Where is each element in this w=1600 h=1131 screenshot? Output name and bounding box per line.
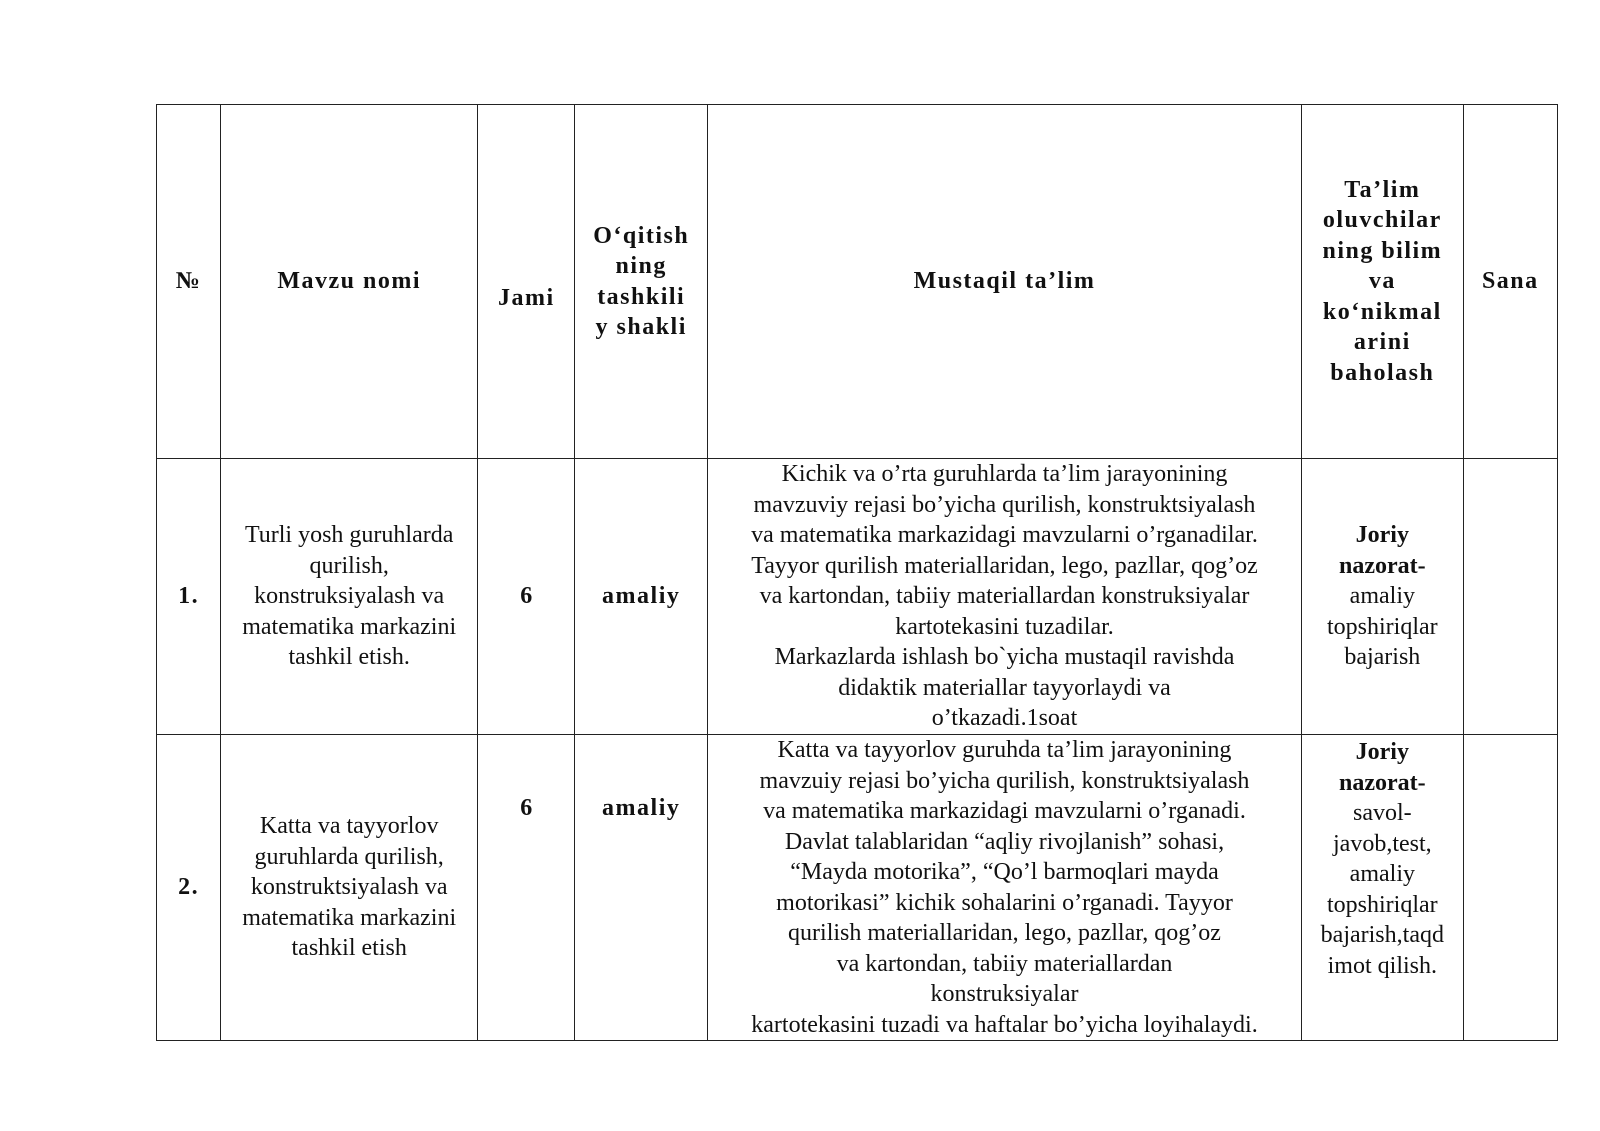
header-date: Sana [1463,105,1557,459]
row-assessment-text [1312,520,1452,673]
row-assessment [1302,459,1464,735]
row-topic [221,735,478,1041]
assessment-label: Joriy nazorat- [1339,522,1426,579]
header-topic: Mavzu nomi [221,105,478,459]
row-total: 6 [478,459,575,735]
row-topic-text: Katta va tayyorlov guruhlarda qurilish, konstruktsiyalash va matematika markazini tashkil etish [242,813,457,962]
row-total: 6 [478,735,575,1041]
assessment-detail: amaliy topshiriqlar bajarish [1327,583,1438,671]
assessment-label: Joriy nazorat- [1339,739,1426,796]
table-row [157,735,1558,1041]
row-form: amaliy [575,735,707,1041]
row-date [1463,735,1557,1041]
row-independent: Kichik va o’rta guruhlarda ta’lim jarayonining mavzuviy rejasi bo’yicha qurilish, konstruktsiyalash va matematika markazidagi mavzularni o’rganadilar. Tayyor qurilish materiallaridan, lego, pazllar, qog’oz va kartondan, tabiiy materiallardan konstruksiyalar kartotekasini tuzadilar. Markazlarda ishlash bo`yicha mustaqil ravishda didaktik materiallar tayyorlaydi va o’tkazadi.1soat [707,459,1301,735]
table-header-row [157,105,1558,459]
row-topic [221,459,478,735]
lesson-plan-table [156,104,1558,1041]
row-number: 2. [157,735,221,1041]
row-independent: Katta va tayyorlov guruhda ta’lim jarayonining mavzuiy rejasi bo’yicha qurilish, konstruktsiyalash va matematika markazidagi mavzularni o’rganadi. Davlat talablaridan “aqliy rivojlanish” sohasi, “Mayda motorika”, “Qo’l barmoqlari mayda motorikasi” kichik sohalarini o’rganadi. Tayyor qurilish materiallaridan, lego, pazllar, qog’oz va kartondan, tabiiy materiallardan konstruksiyalar kartotekasini tuzadi va haftalar bo’yicha loyihalaydi. [707,735,1301,1041]
header-form-text: O‘qitish ning tashkili y shakli [593,222,690,340]
row-assessment [1302,735,1464,1041]
header-total: Jami [478,105,575,459]
row-assessment-text [1312,737,1452,981]
header-independent: Mustaqil ta’lim [707,105,1301,459]
header-assessment-text: Ta’lim oluvchilar ning bilim va ko‘nikmal arini baholash [1322,176,1443,386]
assessment-detail: savol-javob,test, amaliy topshiriqlar bajarish,taqd imot qilish. [1320,800,1444,979]
table-row [157,459,1558,735]
row-number: 1. [157,459,221,735]
row-topic-text: Turli yosh guruhlarda qurilish, konstruksiyalash va matematika markazini tashkil etish. [242,522,457,671]
header-number: № [157,105,221,459]
header-form [575,105,707,459]
row-form: amaliy [575,459,707,735]
row-date [1463,459,1557,735]
header-assessment [1302,105,1464,459]
